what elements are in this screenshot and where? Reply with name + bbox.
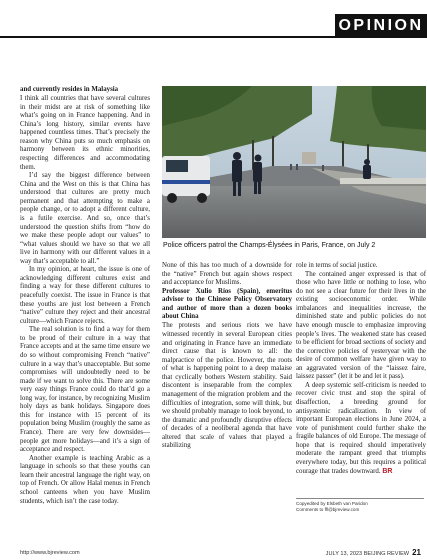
subhead: Professor Xulio Ríos (Spain), emeritus advisor to the Chinese Policy Observatory and author of more than a dozen books about China bbox=[162, 287, 292, 321]
paragraph: role in terms of social justice. bbox=[296, 262, 378, 269]
paragraph: I think all countries that have several cultures in their midst are at risk of something like what’s going on in France happening. And in China’s long history, similar events have happened countless times. That’s precisely the reason why China puts so much emphasis on harmony between its ethnic minorities, respecting differences and accommodating them. bbox=[20, 95, 150, 171]
subhead: and currently resides in Malaysia bbox=[20, 86, 119, 93]
paragraph: None of this has too much of a downside for the “native” French but again shows respect and acceptance for Muslims. bbox=[162, 262, 292, 287]
paragraph: A deep systemic self-criticism is needed to recover civic trust and stop the spiral of disaffection, a breeding ground for antisystemic radicalization. In view of important European elections in June 2024, a vote of punishment could further shake the fragile balances of old Europe. The message of hope that is required should imperatively moderate the rampant greed that triumphs everywhere today, but this requires a political courage that trades downward. BR bbox=[296, 381, 426, 475]
paragraph: The real solution is to find a way for them to be proud of their culture in a way that France accepts and at the same time ensure we do so without compromising French “native” culture in a way that’s unacceptable. But some compromises will undoubtedly need to be made if we want to solve this. There are some very easy things France could do that’d go a long way, for instance, by recognizing Muslim holy days as bank holidays. Singapore does this for instance with 15 percent of its population being Muslim (roughly the same as France). There are very few downsides—people get more holidays—and it’s a sign of acceptance and respect. bbox=[20, 326, 150, 454]
paragraph: I’d say the biggest difference between China and the West on this is that China has understood that cultures are pretty much permanent and that attempting to make a people change, or to adopt a different culture, is a futile exercise. And so, once that’s understood the question shifts from “how do we make these people adopt our values” to “what values should we have so that we all live in harmony with our different values in a way that’s acceptable to all.” bbox=[20, 172, 150, 265]
column-3 bbox=[296, 262, 426, 476]
end-mark: BR bbox=[382, 467, 393, 475]
column-2 bbox=[162, 262, 292, 451]
paragraph: The contained anger expressed is that of those who have little or nothing to lose, who do not see a clear future for their lives in the existing socioeconomic order. While imbalances and inequalities increase, the diminished state and public policies do not have enough muscle to emphasize improving people’s lives. The weakened state has ceased to be efficient for broad sections of society and the corrective policies of yesteryear with the desire of common welfare have given way to an aggravated version of the “laissez faire, laissez passer” (let it be and let it pass). bbox=[296, 270, 426, 381]
paragraph: Another example is teaching Arabic as a language in schools so that these youths can learn their ancestral language the right way, on top of French. Or allow Halal menus in French school canteens when you have Muslim students, which isn’t the case today. bbox=[20, 454, 150, 505]
issue-label: JULY 13, 2023 BEIJING REVIEW bbox=[325, 551, 410, 557]
photo-illustration bbox=[162, 86, 426, 238]
footer-issue bbox=[326, 548, 421, 557]
paragraph: The protests and serious riots we have witnessed recently in several European cities and originating in France have an immediate direct cause that is known to all: the malpractice of the police. However, the roots of what is happening point to a deep malaise that cyclically bothers Western stability. Said discontent is inseparable from the complex management of the migration problem and the difficulties of integration, some will think, but we should probably manage to look beyond, to the dramatic and profoundly disruptive effects of decades of a neoliberal agenda that have altered that scale of values that played a stabilizing bbox=[162, 322, 292, 450]
copyeditor-line: Copyedited by Elsbeth van Paridon bbox=[296, 501, 368, 506]
article-credit bbox=[296, 498, 424, 513]
news-photo bbox=[162, 86, 426, 238]
page-number: 21 bbox=[412, 548, 421, 557]
column-1 bbox=[20, 86, 150, 506]
photo-caption: Police officers patrol the Champs-Élysées in Paris, France, on July 2 bbox=[163, 242, 376, 249]
comments-line: Comments to ffl@bjreview.com bbox=[296, 507, 360, 513]
section-label: OPINION bbox=[335, 14, 427, 38]
paragraph: In my opinion, at heart, the issue is one of acknowledging different cultures exist and finding a way for these different cultures to peacefully coexist. The issue in France is that these youths are just lost between a French “native” culture they reject and their ancestral culture—which France rejects. bbox=[20, 266, 150, 325]
footer-url: http://www.bjreview.com bbox=[20, 550, 80, 556]
